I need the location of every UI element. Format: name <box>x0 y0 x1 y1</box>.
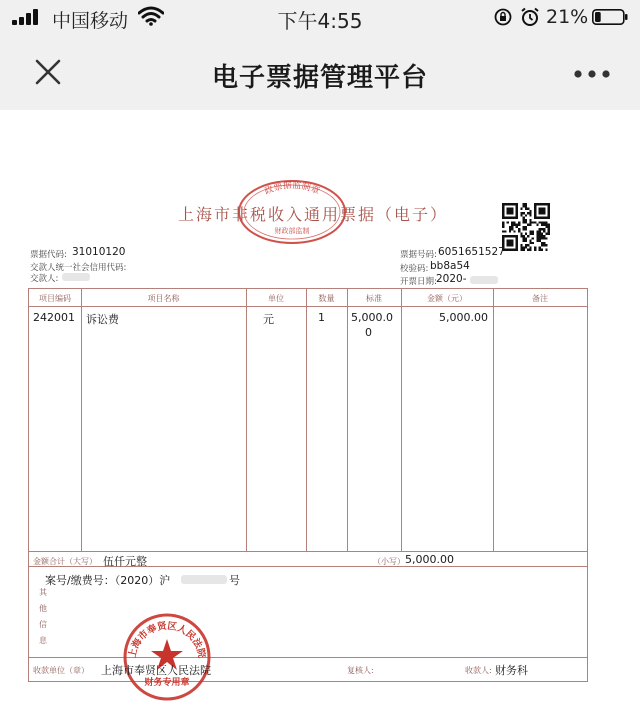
status-bar <box>0 0 640 36</box>
nav-bar <box>0 36 640 111</box>
row-unit: 元 <box>263 313 274 326</box>
row-std-cont: 0 <box>365 326 372 339</box>
more-icon[interactable] <box>573 69 611 79</box>
other-info-char-3: 信 <box>39 620 47 629</box>
date-value: 2020- <box>436 273 467 285</box>
seal-top-text: 政票据监制章 <box>263 180 321 198</box>
status-time: 下午4:55 <box>277 9 363 33</box>
redacted-payer <box>62 273 90 281</box>
payer-credit-label: 交款人统一社会信用代码: <box>30 263 127 273</box>
receipt-table <box>28 288 588 688</box>
qr-code <box>502 203 550 251</box>
bottom-seal-inner: 财务专用章 <box>144 678 190 688</box>
receiver-label: 收款人: <box>465 666 492 675</box>
receipt-title: 上海市非税收入通用票据（电子） <box>178 205 449 224</box>
total-lower-label: （小写） <box>373 557 405 566</box>
page-title: 电子票据管理平台 <box>211 63 428 93</box>
total-lower: 5,000.00 <box>405 553 454 566</box>
redacted-case-number <box>181 575 227 584</box>
number-label: 票据号码: <box>400 250 437 260</box>
header-unit: 单位 <box>268 294 284 303</box>
bottom-seal-outer: 上海市奉贤区人民法院 <box>126 620 208 660</box>
row-name: 诉讼费 <box>86 313 119 326</box>
row-qty: 1 <box>318 311 325 324</box>
check-value: bb8a54 <box>430 260 470 272</box>
code-value: 31010120 <box>72 246 126 258</box>
header-code: 项目编码 <box>39 294 71 303</box>
date-label: 开票日期: <box>400 277 437 287</box>
reviewer-label: 复核人: <box>347 666 374 675</box>
header-std: 标准 <box>366 294 382 303</box>
receiver-value: 财务科 <box>495 664 528 677</box>
other-info-char-1: 其 <box>39 588 47 597</box>
battery-percent: 21% <box>546 6 589 28</box>
header-qty: 数量 <box>318 294 335 303</box>
payer-label: 交款人: <box>30 274 59 284</box>
row-amount: 5,000.00 <box>439 311 488 324</box>
carrier-name: 中国移动 <box>52 10 129 32</box>
other-info-char-2: 他 <box>39 604 47 613</box>
redacted-date <box>470 276 498 284</box>
header-amount: 金额（元） <box>427 294 467 303</box>
header-name: 项目名称 <box>147 294 180 303</box>
payee-value: 上海市奉贤区人民法院 <box>101 664 211 677</box>
row-std: 5,000.0 <box>351 311 393 324</box>
total-upper: 伍仟元整 <box>103 555 147 568</box>
case-number-suffix: 号 <box>229 574 240 587</box>
payee-label: 收款单位（章） <box>33 666 89 675</box>
total-upper-label: 金额合计（大写） <box>33 557 97 566</box>
battery-icon <box>592 9 628 25</box>
other-info-char-4: 息 <box>39 636 47 645</box>
court-finance-seal <box>121 611 213 703</box>
alarm-icon <box>520 7 540 27</box>
orientation-lock-icon <box>494 8 512 26</box>
seal-top-inner: 财政部监制 <box>274 227 310 235</box>
receipt-document <box>0 110 640 688</box>
case-number-prefix: 案号/缴费号：（2020）沪 <box>45 574 171 587</box>
header-note: 备注 <box>532 294 548 303</box>
row-code: 242001 <box>33 311 75 324</box>
number-value: 6051651527 <box>438 246 505 258</box>
code-label: 票据代码: <box>30 250 67 260</box>
check-label: 校验码: <box>400 264 429 274</box>
